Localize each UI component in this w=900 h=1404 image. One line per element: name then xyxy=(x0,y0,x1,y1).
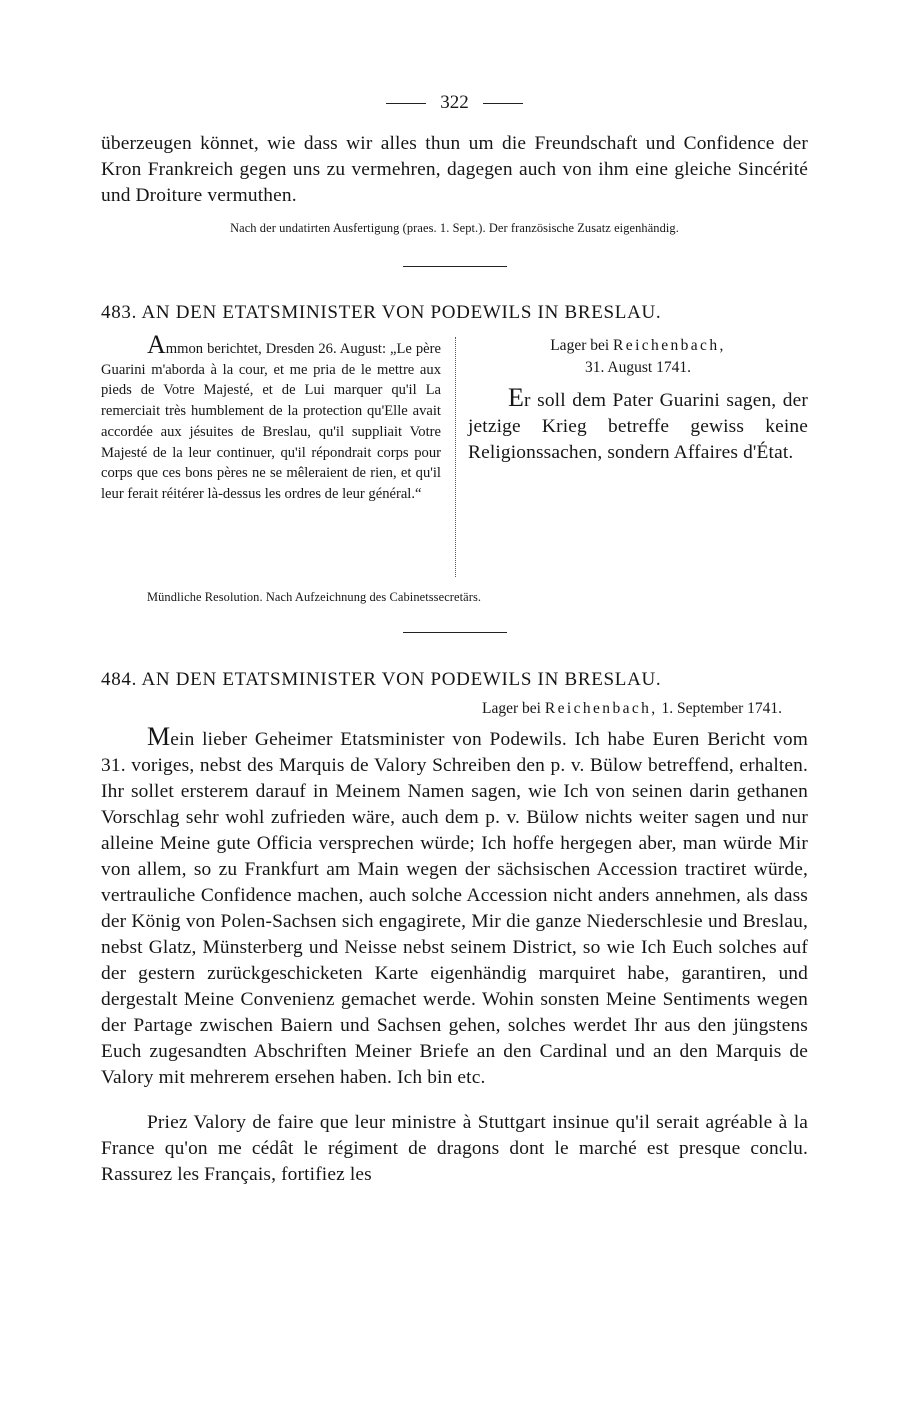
opening-note: Nach der undatirten Ausfertigung (praes. 1. Sept.). Der französische Zusatz eigenhändig. xyxy=(230,221,679,235)
letter-483-heading: 483. AN DEN ETATSMINISTER VON PODEWILS IN BRESLAU. xyxy=(101,302,662,323)
separator-rule xyxy=(403,266,507,267)
dateline-place: Reichenbach, xyxy=(613,337,726,354)
summary-text: mmon berichtet, Dresden 26. August: „Le père Guarini m'aborda à la cour, et me pria de le mettre aux pieds de Votre Majesté, et de Lui marquer qu'il La remerciait très humblement de la protection qu'Elle avait accordée aux jésuites de Breslau, qu'il suppliait Votre Majesté de la leur continuer, qu'il répondrait corps pour corps que ces bons pères ne se mêleraient de rien, et qu'il leur ferait réitérer là-dessus les ordres de leur général.“ xyxy=(101,341,441,502)
letter-484-paragraph-1 xyxy=(101,724,808,1091)
dateline-date: 31. August 1741. xyxy=(585,359,691,376)
letter-483-reply xyxy=(456,335,808,577)
dateline-prefix: Lager bei xyxy=(482,700,541,717)
opening-paragraph: überzeugen könnet, wie dass wir alles thun um die Freundschaft und Confidence der Kron Frankreich gegen uns zu vermehren, dagegen auch von ihm eine gleiche Sincérité und Droiture vermuthen. xyxy=(101,133,808,206)
letter-483-note: Mündliche Resolution. Nach Aufzeichnung des Cabinetssecretärs. xyxy=(147,590,482,604)
letter-483-body xyxy=(468,385,808,466)
dash-right xyxy=(483,103,523,104)
letter-484-dateline xyxy=(101,698,808,720)
letter-484-heading: 484. AN DEN ETATSMINISTER VON PODEWILS IN BRESLAU. xyxy=(101,669,662,690)
separator-rule xyxy=(403,632,507,633)
reply-text: r soll dem Pater Guarini sagen, der jetzige Krieg betreffe gewiss keine Religionssachen, sondern Affaires d'État. xyxy=(468,390,808,463)
reply-initial: E xyxy=(508,383,525,412)
letter-483-columns xyxy=(101,330,808,577)
page-number: 322 xyxy=(440,92,469,113)
page xyxy=(101,88,808,1188)
letter-483-dateline xyxy=(468,335,808,379)
summary-initial: A xyxy=(147,330,166,359)
letter-484-text: ein lieber Geheimer Etatsminister von Podewils. Ich habe Euren Bericht vom 31. voriges, nebst des Marquis de Valory Schreiben den p. v. Bülow betreffend, erhalten. Ihr sollet ersterem darauf in Meinem Namen sagen, wie Ich von seinen darin gethanen Vorschlag sehr wohl zufrieden wäre, auch dem p. v. Bülow nichts weiter sagen und nur alleine Meine gute Officia versprechen würde; Ich hoffe hergegen aber, man würde Mir von allem, so zu Frankfurt am Main wegen der sächsischen Accession tractiret würde, vertrauliche Confidence machen, auch solche Accession nicht anders annehmen, als dass der König von Polen-Sachsen sich engagirete, Mir die ganze Niederschlesie und Breslau, nebst Glatz, Münsterberg und Neisse nebst seinem District, so wie Ich Euch solches auf der gestern zurückgeschicketen Karte eigenhändig marquiret habe, garantiren, und dergestalt Meine Convenienz gemachet werde. Wohin sonsten Meine Sentiments wegen der Partage zwischen Baiern und Sachsen gehen, solches werdet Ihr aus den jüngstens Euch zugesandten Abschriften Meiner Briefe an den Cardinal und an den Marquis de Valory mit mehrerem ersehen haben. Ich bin etc. xyxy=(101,729,808,1088)
dateline-place: Reichenbach, xyxy=(544,700,658,717)
running-head xyxy=(101,88,808,118)
dateline-prefix: Lager bei xyxy=(550,337,610,354)
letter-483-summary xyxy=(101,330,455,577)
dateline-date: 1. September 1741. xyxy=(661,700,782,717)
dash-left xyxy=(386,103,426,104)
letter-484-paragraph-2: Priez Valory de faire que leur ministre à Stuttgart insinue qu'il serait agréable à la France qu'on me cédât le régiment de dragons dont le marché est presque conclu. Rassurez les Français, fortifiez les xyxy=(101,1112,808,1185)
letter-484-initial: M xyxy=(147,722,171,751)
